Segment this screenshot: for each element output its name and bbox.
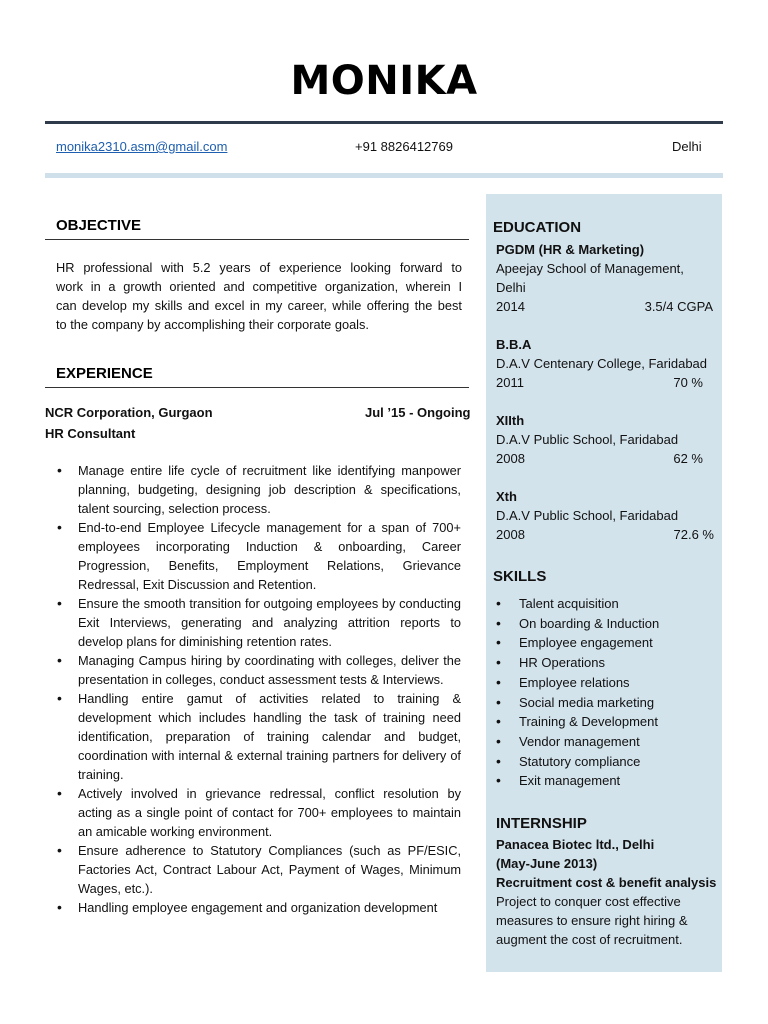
list-item: • Talent acquisition (496, 594, 716, 614)
school: Apeejay School of Management, (496, 261, 684, 276)
school: D.A.V Centenary College, Faridabad (496, 356, 708, 371)
phone-number: +91 8826412769 (355, 139, 453, 154)
year: 2011 (496, 375, 524, 390)
objective-heading: OBJECTIVE (56, 217, 142, 234)
email-link[interactable]: monika2310.asm@gmail.com (56, 139, 228, 154)
internship-section (496, 835, 720, 949)
year: 2008 (496, 451, 525, 466)
list-item: • Exit management (496, 771, 716, 791)
candidate-name: MONIKA (290, 58, 478, 104)
school: D.A.V Public School, Faridabad (496, 432, 679, 447)
experience-rule (45, 387, 469, 388)
list-item: • Ensure adherence to Statutory Compliances (such as PF/ESIC, Factories Act, Contract Labour Act, Payment of Wages, Minimum Wages, etc.). (45, 841, 461, 898)
list-item: • Ensure the smooth transition for outgoing employees by conducting Exit Interviews, generating and analyzing attrition reports to develop plans for diminishing retention rates. (45, 594, 461, 651)
education-entry (496, 411, 718, 468)
school: Delhi (496, 280, 526, 295)
education-entry (496, 487, 718, 544)
job-role: HR Consultant (45, 426, 136, 441)
city: Delhi (672, 139, 702, 154)
internship-desc-line: measures to ensure right hiring & (496, 913, 688, 928)
list-item: • HR Operations (496, 653, 716, 673)
header-divider (45, 121, 723, 124)
objective-line: HR professional with 5.2 years of experience looking forward to (56, 260, 462, 275)
internship-project: Recruitment cost & benefit analysis (496, 875, 717, 890)
internship-period: (May-June 2013) (496, 856, 598, 871)
internship-desc-line: augment the cost of recruitment. (496, 932, 683, 947)
list-item: • Handling entire gamut of activities related to training & development which includes handling the task of training need identification, preparation of training calendar and budget, coordination with internal & external training partners for delivery of training. (45, 689, 461, 784)
year: 2008 (496, 527, 525, 542)
education-heading: EDUCATION (493, 219, 582, 236)
internship-desc-line: Project to conquer cost effective (496, 894, 681, 909)
objective-line: can develop my skills and excel in my career, while offering the best (56, 298, 462, 313)
list-item: • Handling employee engagement and organization development (45, 898, 461, 917)
degree: Xth (496, 489, 517, 504)
degree: B.B.A (496, 337, 532, 352)
education-entry (496, 240, 718, 316)
list-item: • On boarding & Induction (496, 614, 716, 634)
list-item: • Social media marketing (496, 693, 716, 713)
list-item: • Employee engagement (496, 633, 716, 653)
experience-bullets (45, 461, 461, 917)
objective-rule (45, 239, 469, 240)
skills-list (496, 594, 716, 791)
objective-line: to the company by accomplishing their corporate goals. (56, 317, 369, 332)
list-item: • End-to-end Employee Lifecycle management for a span of 700+ employees incorporating Induction & onboarding, Career Progression, Benefits, Employment Relations, Grievance Redressal, Exit Discussion and Retention. (45, 518, 461, 594)
list-item: • Actively involved in grievance redressal, conflict resolution by acting as a single point of contact for 700+ employees to maintain an amicable working environment. (45, 784, 461, 841)
list-item: • Managing Campus hiring by coordinating with colleges, deliver the presentation in colleges, conduct assessment tests & Interviews. (45, 651, 461, 689)
list-item: • Training & Development (496, 712, 716, 732)
contact-divider (45, 173, 723, 178)
internship-company: Panacea Biotec ltd., Delhi (496, 837, 655, 852)
list-item: • Statutory compliance (496, 752, 716, 772)
year: 2014 (496, 299, 525, 314)
score: 3.5/4 CGPA (644, 299, 713, 314)
education-entry (496, 335, 718, 392)
list-item: • Employee relations (496, 673, 716, 693)
school: D.A.V Public School, Faridabad (496, 508, 679, 523)
score: 70 % (673, 375, 703, 390)
experience-heading: EXPERIENCE (56, 365, 153, 382)
degree: XIIth (496, 413, 525, 428)
list-item: • Manage entire life cycle of recruitment like identifying manpower planning, budgeting, designing job description & specifications, talent sourcing, selection process. (45, 461, 461, 518)
company-name: NCR Corporation, Gurgaon (45, 405, 213, 420)
skills-heading: SKILLS (493, 568, 547, 585)
objective-line: work in a growth oriented and competitive organization, wherein I (56, 279, 462, 294)
job-period: Jul ’15 - Ongoing (365, 405, 471, 420)
objective-text (56, 258, 462, 334)
score: 62 % (673, 451, 703, 466)
degree: PGDM (HR & Marketing) (496, 242, 645, 257)
internship-heading: INTERNSHIP (496, 815, 587, 832)
score: 72.6 % (673, 527, 714, 542)
list-item: • Vendor management (496, 732, 716, 752)
